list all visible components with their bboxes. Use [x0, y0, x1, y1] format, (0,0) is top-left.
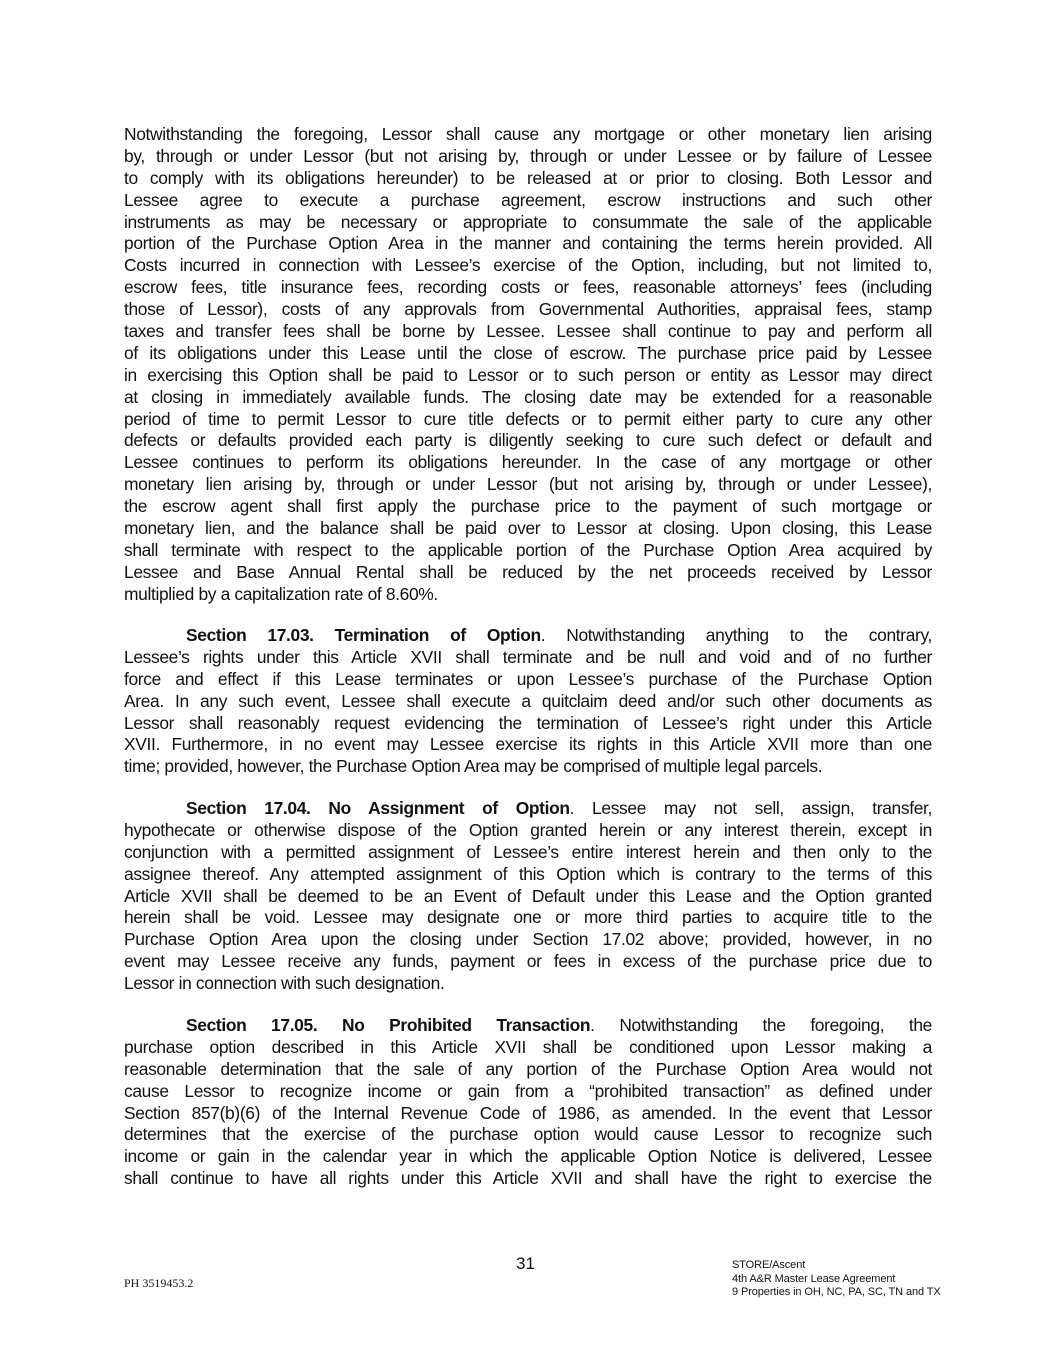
section-heading: Section 17.05. No Prohibited Transaction: [186, 1015, 591, 1035]
text-line: Area. In any such event, Lessee shall execute a quitclaim deed and/or such other documents as: [124, 690, 932, 711]
footer-line: STORE/Ascent: [732, 1259, 806, 1271]
text-line: event may Lessee receive any funds, payment or fees in excess of the purchase price due to: [124, 951, 932, 972]
text-line: escrow fees, title insurance fees, recording costs or fees, reasonable attorneys’ fees (including: [124, 277, 932, 298]
text-line: shall terminate with respect to the applicable portion of the Purchase Option Area acquired by: [124, 539, 932, 560]
text-line: instruments as may be necessary or appropriate to consummate the sale of the applicable: [124, 211, 932, 232]
text-line: assignee thereof. Any attempted assignment of this Option which is contrary to the terms of this: [124, 863, 932, 884]
paragraph-continuation: [124, 124, 932, 606]
text-line: in exercising this Option shall be paid to Lessor or to such person or entity as Lessor may direct: [124, 364, 932, 385]
footer-document-info: [732, 1259, 941, 1300]
text-line: XVII. Furthermore, in no event may Lessee exercise its rights in this Article XVII more than one: [124, 734, 932, 755]
section-heading: Section 17.03. Termination of Option: [186, 625, 541, 645]
text-line: herein shall be void. Lessee may designate one or more third parties to acquire title to the: [124, 907, 932, 928]
section-heading-rest: . Notwithstanding anything to the contrary,: [540, 625, 932, 645]
text-line: hypothecate or otherwise dispose of the Option granted herein or any interest therein, except in: [124, 819, 932, 840]
text-line: purchase option described in this Article XVII shall be conditioned upon Lessor making a: [124, 1036, 932, 1057]
text-line: portion of the Purchase Option Area in the manner and containing the terms herein provided. All: [124, 233, 932, 254]
footer-line: 4th A&R Master Lease Agreement: [732, 1272, 896, 1285]
text-line: of its obligations under this Lease until the close of escrow. The purchase price paid by Lessee: [124, 342, 932, 363]
text-line: shall continue to have all rights under this Article XVII and shall have the right to exercise the: [124, 1168, 932, 1189]
text-line: Notwithstanding the foregoing, Lessor shall cause any mortgage or other monetary lien arising: [124, 124, 932, 144]
text-line: Lessor shall reasonably request evidencing the termination of Lessee’s right under this Article: [124, 712, 932, 733]
text-line: period of time to permit Lessor to cure title defects or to permit either party to cure any other: [124, 408, 932, 429]
document-id: PH 3519453.2: [124, 1276, 194, 1290]
footer-line: 9 Properties in OH, NC, PA, SC, TN and TX: [732, 1286, 941, 1298]
text-line: Lessee agree to execute a purchase agreement, escrow instructions and such other: [124, 189, 932, 210]
section-17-05: [124, 1015, 932, 1190]
text-line: monetary lien arising by, through or under Lessor (but not arising by, through or under Lessee),: [124, 474, 932, 495]
text-line: Costs incurred in connection with Lessee’s exercise of the Option, including, but not limited to,: [124, 255, 932, 276]
text-line: Purchase Option Area upon the closing under Section 17.02 above; provided, however, in no: [124, 929, 932, 950]
section-heading: Section 17.04. No Assignment of Option: [186, 798, 570, 818]
text-line: reasonable determination that the sale of any portion of the Purchase Option Area would not: [124, 1058, 932, 1079]
text-line: Section 857(b)(6) of the Internal Revenue Code of 1986, as amended. In the event that Lessor: [124, 1102, 932, 1123]
text-line: conjunction with a permitted assignment of Lessee’s entire interest herein and then only to the: [124, 841, 932, 862]
section-heading-rest: . Notwithstanding the foregoing, the: [590, 1015, 932, 1035]
text-line: Lessor in connection with such designation.: [124, 973, 445, 994]
text-line: taxes and transfer fees shall be borne by Lessee. Lessee shall continue to pay and perform all: [124, 321, 932, 342]
text-line: by, through or under Lessor (but not arising by, through or under Lessee or by failure of Lessee: [124, 145, 932, 166]
page-number: 31: [516, 1254, 535, 1273]
text-line: Article XVII shall be deemed to be an Event of Default under this Lease and the Option granted: [124, 885, 932, 906]
section-first-line: [124, 625, 932, 647]
text-line: defects or defaults provided each party is diligently seeking to cure such defect or default and: [124, 430, 932, 451]
text-line: to comply with its obligations hereunder) to be released at or prior to closing. Both Lessor and: [124, 167, 932, 188]
section-heading-rest: . Lessee may not sell, assign, transfer,: [569, 798, 932, 818]
text-line: Lessee’s rights under this Article XVII shall terminate and be null and void and of no further: [124, 646, 932, 667]
section-17-03: [124, 625, 932, 778]
text-line: monetary lien, and the balance shall be paid over to Lessor at closing. Upon closing, this Lease: [124, 518, 932, 539]
text-line: force and effect if this Lease terminates or upon Lessee’s purchase of the Purchase Option: [124, 668, 932, 689]
section-first-line: [124, 798, 932, 820]
text-line: income or gain in the calendar year in which the applicable Option Notice is delivered, Lessee: [124, 1146, 932, 1167]
text-line: Lessee and Base Annual Rental shall be reduced by the net proceeds received by Lessor: [124, 561, 932, 582]
section-17-04: [124, 798, 932, 995]
text-line: multiplied by a capitalization rate of 8.60%.: [124, 583, 438, 604]
text-line: those of Lessor), costs of any approvals from Governmental Authorities, appraisal fees, stamp: [124, 299, 932, 320]
text-line: the escrow agent shall first apply the purchase price to the payment of such mortgage or: [124, 496, 932, 517]
text-line: Lessee continues to perform its obligations hereunder. In the case of any mortgage or other: [124, 452, 932, 473]
section-first-line: [124, 1015, 932, 1037]
text-line: determines that the exercise of the purchase option would cause Lessor to recognize such: [124, 1124, 932, 1145]
text-line: cause Lessor to recognize income or gain from a “prohibited transaction” as defined under: [124, 1080, 932, 1101]
text-line: time; provided, however, the Purchase Option Area may be comprised of multiple legal parcels.: [124, 756, 823, 777]
text-line: at closing in immediately available funds. The closing date may be extended for a reasonable: [124, 386, 932, 407]
